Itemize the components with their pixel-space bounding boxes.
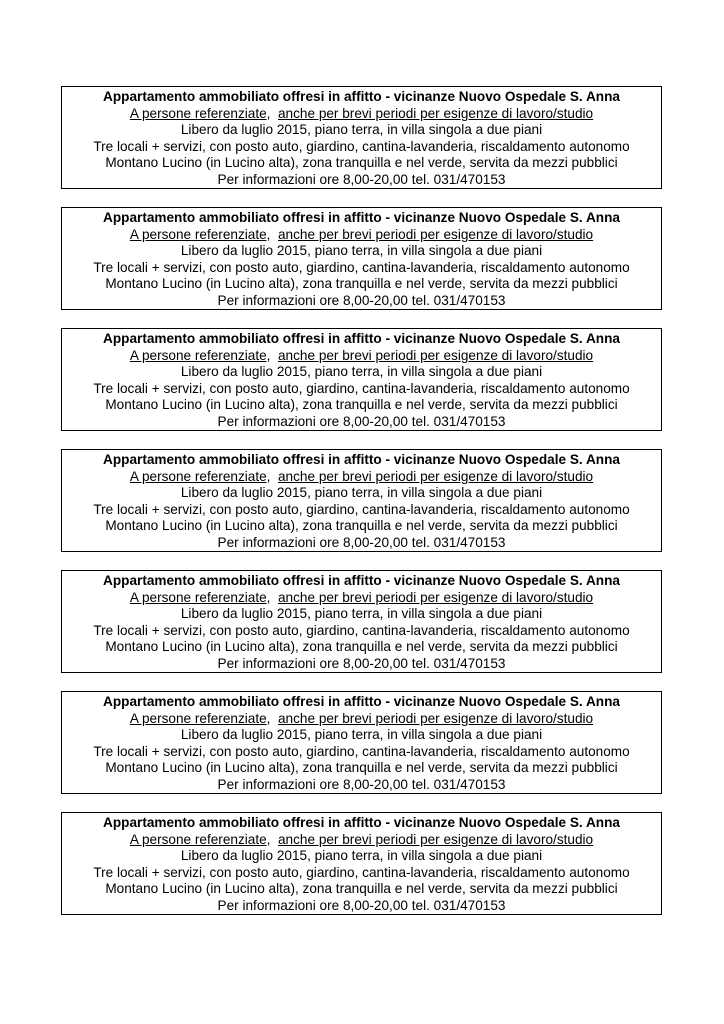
ad-title: Appartamento ammobiliato offresi in affitto - vicinanze Nuovo Ospedale S. Anna (103, 452, 620, 467)
ad-audience-part-b: anche per brevi periodi per esigenze di lavoro/studio (278, 468, 594, 484)
rental-ad (61, 570, 662, 673)
ad-audience-part-b: anche per brevi periodi per esigenze di lavoro/studio (278, 226, 594, 242)
ad-audience-part-b: anche per brevi periodi per esigenze di lavoro/studio (278, 105, 594, 121)
ad-availability: Libero da luglio 2015, piano terra, in villa singola a due piani (180, 243, 543, 259)
ad-audience-line (62, 832, 661, 849)
ad-audience-line (62, 590, 661, 607)
ad-title: Appartamento ammobiliato offresi in affitto - vicinanze Nuovo Ospedale S. Anna (103, 210, 620, 225)
rental-ad (61, 812, 662, 915)
ad-location: Montano Lucino (in Lucino alta), zona tranquilla e nel verde, servita da mezzi pubblici (105, 155, 618, 171)
ad-location: Montano Lucino (in Lucino alta), zona tranquilla e nel verde, servita da mezzi pubblici (105, 276, 618, 292)
ad-features: Tre locali + servizi, con posto auto, giardino, cantina-lavanderia, riscaldamento autonomo (93, 864, 630, 880)
rental-ad (61, 328, 662, 431)
ad-location: Montano Lucino (in Lucino alta), zona tranquilla e nel verde, servita da mezzi pubblici (105, 518, 618, 534)
ad-audience-line (62, 711, 661, 728)
ad-contact: Per informazioni ore 8,00-20,00 tel. 031/470153 (217, 655, 506, 671)
ad-audience-line (62, 469, 661, 486)
ad-location: Montano Lucino (in Lucino alta), zona tranquilla e nel verde, servita da mezzi pubblici (105, 397, 618, 413)
ad-availability: Libero da luglio 2015, piano terra, in villa singola a due piani (180, 848, 543, 864)
ad-features: Tre locali + servizi, con posto auto, giardino, cantina-lavanderia, riscaldamento autonomo (93, 622, 630, 638)
ad-contact: Per informazioni ore 8,00-20,00 tel. 031/470153 (217, 776, 506, 792)
ad-availability: Libero da luglio 2015, piano terra, in villa singola a due piani (180, 364, 543, 380)
ad-audience-part-a: A persone referenziate, (129, 226, 271, 242)
rental-ad (61, 207, 662, 310)
ad-title: Appartamento ammobiliato offresi in affitto - vicinanze Nuovo Ospedale S. Anna (103, 331, 620, 346)
ad-availability: Libero da luglio 2015, piano terra, in villa singola a due piani (180, 606, 543, 622)
ad-contact: Per informazioni ore 8,00-20,00 tel. 031/470153 (217, 413, 506, 429)
ad-availability: Libero da luglio 2015, piano terra, in villa singola a due piani (180, 727, 543, 743)
ad-title: Appartamento ammobiliato offresi in affitto - vicinanze Nuovo Ospedale S. Anna (103, 573, 620, 588)
ad-location: Montano Lucino (in Lucino alta), zona tranquilla e nel verde, servita da mezzi pubblici (105, 760, 618, 776)
ad-audience-part-b: anche per brevi periodi per esigenze di lavoro/studio (278, 831, 594, 847)
ad-audience-part-b: anche per brevi periodi per esigenze di lavoro/studio (278, 589, 594, 605)
rental-ad (61, 691, 662, 794)
ad-location: Montano Lucino (in Lucino alta), zona tranquilla e nel verde, servita da mezzi pubblici (105, 639, 618, 655)
ad-title: Appartamento ammobiliato offresi in affitto - vicinanze Nuovo Ospedale S. Anna (103, 694, 620, 709)
ad-audience-line (62, 106, 661, 123)
ad-audience-line (62, 227, 661, 244)
ad-features: Tre locali + servizi, con posto auto, giardino, cantina-lavanderia, riscaldamento autonomo (93, 138, 630, 154)
ad-audience-part-a: A persone referenziate, (129, 831, 271, 847)
ad-contact: Per informazioni ore 8,00-20,00 tel. 031/470153 (217, 897, 506, 913)
ad-contact: Per informazioni ore 8,00-20,00 tel. 031/470153 (217, 292, 506, 308)
rental-ad (61, 86, 662, 189)
ad-audience-part-a: A persone referenziate, (129, 468, 271, 484)
ad-availability: Libero da luglio 2015, piano terra, in villa singola a due piani (180, 485, 543, 501)
ad-audience-line (62, 348, 661, 365)
ad-audience-part-b: anche per brevi periodi per esigenze di lavoro/studio (278, 347, 594, 363)
ad-location: Montano Lucino (in Lucino alta), zona tranquilla e nel verde, servita da mezzi pubblici (105, 881, 618, 897)
ad-audience-part-a: A persone referenziate, (129, 589, 271, 605)
ad-title: Appartamento ammobiliato offresi in affitto - vicinanze Nuovo Ospedale S. Anna (103, 815, 620, 830)
ad-features: Tre locali + servizi, con posto auto, giardino, cantina-lavanderia, riscaldamento autonomo (93, 501, 630, 517)
ad-title: Appartamento ammobiliato offresi in affitto - vicinanze Nuovo Ospedale S. Anna (103, 89, 620, 104)
rental-ad (61, 449, 662, 552)
ad-features: Tre locali + servizi, con posto auto, giardino, cantina-lavanderia, riscaldamento autonomo (93, 743, 630, 759)
ad-audience-part-a: A persone referenziate, (129, 105, 271, 121)
ad-features: Tre locali + servizi, con posto auto, giardino, cantina-lavanderia, riscaldamento autonomo (93, 259, 630, 275)
ad-audience-part-a: A persone referenziate, (129, 347, 271, 363)
ad-contact: Per informazioni ore 8,00-20,00 tel. 031/470153 (217, 534, 506, 550)
ad-audience-part-b: anche per brevi periodi per esigenze di lavoro/studio (278, 710, 594, 726)
ad-contact: Per informazioni ore 8,00-20,00 tel. 031/470153 (217, 171, 506, 187)
ad-audience-part-a: A persone referenziate, (129, 710, 271, 726)
ad-features: Tre locali + servizi, con posto auto, giardino, cantina-lavanderia, riscaldamento autonomo (93, 380, 630, 396)
ad-availability: Libero da luglio 2015, piano terra, in villa singola a due piani (180, 122, 543, 138)
